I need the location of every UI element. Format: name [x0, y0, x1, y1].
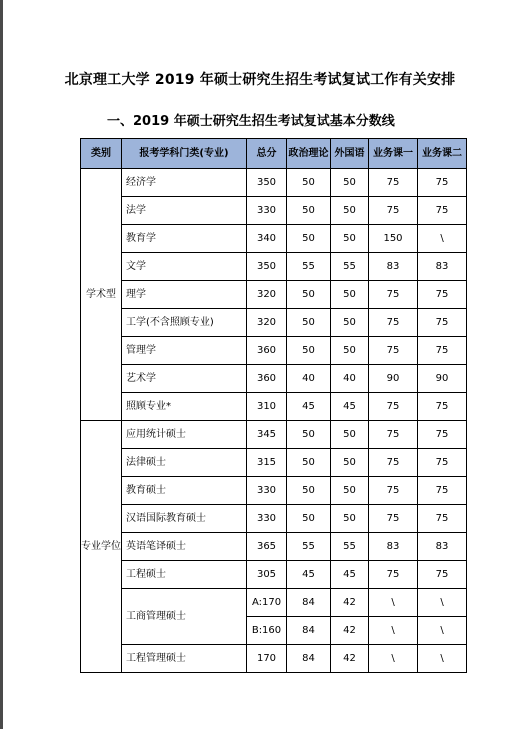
- score-cell: 50: [287, 197, 331, 225]
- subject-cell: 照顾专业*: [122, 393, 247, 421]
- score-cell: 360: [247, 365, 287, 393]
- score-cell: 75: [418, 505, 467, 533]
- section-heading: 一、2019 年硕士研究生招生考试复试基本分数线: [107, 114, 395, 129]
- table-row: [81, 225, 467, 253]
- subject-cell: 教育学: [122, 225, 247, 253]
- score-cell: 75: [369, 505, 418, 533]
- score-cell: 50: [331, 197, 369, 225]
- subject-cell: 工程管理硕士: [122, 645, 247, 673]
- score-cell: 310: [247, 393, 287, 421]
- subject-cell: 教育硕士: [122, 477, 247, 505]
- document-title: 北京理工大学 2019 年硕士研究生招生考试复试工作有关安排: [64, 72, 456, 88]
- table-row: [81, 561, 467, 589]
- score-cell: 45: [331, 393, 369, 421]
- score-cell: 84: [287, 589, 331, 617]
- score-cell: 50: [287, 309, 331, 337]
- score-cell: 42: [331, 617, 369, 645]
- score-cell: B:160: [247, 617, 287, 645]
- subject-cell: 英语笔译硕士: [122, 533, 247, 561]
- score-cell: \: [418, 589, 467, 617]
- score-cell: 40: [331, 365, 369, 393]
- score-cell: 75: [418, 337, 467, 365]
- table-row: [81, 281, 467, 309]
- score-cell: 40: [287, 365, 331, 393]
- table-row: [81, 197, 467, 225]
- header-cell: 政治理论: [287, 139, 331, 169]
- table-row: [81, 589, 467, 617]
- table-row: [81, 393, 467, 421]
- score-cell: 75: [369, 449, 418, 477]
- score-cell: 45: [287, 393, 331, 421]
- category-cell: 学术型: [81, 169, 122, 421]
- score-cell: 50: [287, 477, 331, 505]
- score-cell: \: [418, 617, 467, 645]
- score-cell: 90: [418, 365, 467, 393]
- header-cell: 类别: [81, 139, 122, 169]
- score-cell: \: [369, 617, 418, 645]
- subject-cell: 工程硕士: [122, 561, 247, 589]
- score-cell: 75: [369, 337, 418, 365]
- score-cell: 340: [247, 225, 287, 253]
- score-cell: \: [369, 645, 418, 673]
- score-cell: 50: [287, 225, 331, 253]
- score-cell: 150: [369, 225, 418, 253]
- score-cell: 50: [287, 281, 331, 309]
- score-cell: 45: [287, 561, 331, 589]
- score-cell: 75: [369, 281, 418, 309]
- score-cell: 75: [418, 281, 467, 309]
- score-cell: 75: [418, 169, 467, 197]
- score-cell: 330: [247, 197, 287, 225]
- score-cell: 50: [331, 421, 369, 449]
- score-cell: 42: [331, 645, 369, 673]
- score-cell: \: [369, 589, 418, 617]
- score-cell: 50: [331, 449, 369, 477]
- score-cell: 50: [287, 337, 331, 365]
- score-cell: 75: [418, 561, 467, 589]
- score-cell: 360: [247, 337, 287, 365]
- score-cell: 83: [369, 533, 418, 561]
- score-cell: 83: [418, 533, 467, 561]
- score-cell: 75: [418, 309, 467, 337]
- score-cell: 42: [331, 589, 369, 617]
- score-cell: 75: [369, 309, 418, 337]
- header-cell: 业务课二: [418, 139, 467, 169]
- score-cell: 75: [369, 477, 418, 505]
- category-cell: 专业学位: [81, 421, 122, 673]
- score-cell: 75: [369, 421, 418, 449]
- score-cell: 170: [247, 645, 287, 673]
- score-cell: 75: [418, 197, 467, 225]
- table-row: [81, 505, 467, 533]
- table-row: [81, 309, 467, 337]
- table-row: [81, 253, 467, 281]
- subject-cell: 文学: [122, 253, 247, 281]
- subject-cell: 管理学: [122, 337, 247, 365]
- score-cell: 315: [247, 449, 287, 477]
- score-cell: 50: [331, 225, 369, 253]
- score-cell: 75: [418, 449, 467, 477]
- score-cell: 50: [287, 421, 331, 449]
- score-cell: 50: [331, 281, 369, 309]
- score-cell: 84: [287, 617, 331, 645]
- score-cell: 75: [369, 561, 418, 589]
- table-row: [81, 477, 467, 505]
- score-cell: 330: [247, 505, 287, 533]
- score-cell: 350: [247, 169, 287, 197]
- table-row: [81, 449, 467, 477]
- score-cell: \: [418, 645, 467, 673]
- score-cell: 75: [369, 393, 418, 421]
- subject-cell: 工学(不含照顾专业): [122, 309, 247, 337]
- score-cell: 345: [247, 421, 287, 449]
- score-cell: 50: [331, 477, 369, 505]
- score-cell: 75: [418, 421, 467, 449]
- score-cell: 75: [418, 393, 467, 421]
- score-cell: 320: [247, 281, 287, 309]
- score-cell: 50: [287, 505, 331, 533]
- table-header-row: [81, 139, 467, 169]
- score-cell: 50: [331, 309, 369, 337]
- score-cell: 50: [287, 169, 331, 197]
- score-cell: 50: [287, 449, 331, 477]
- score-cell: 55: [287, 533, 331, 561]
- score-cell: 90: [369, 365, 418, 393]
- score-cell: 83: [418, 253, 467, 281]
- score-cell: 55: [287, 253, 331, 281]
- score-cell: 330: [247, 477, 287, 505]
- score-cell: 75: [369, 169, 418, 197]
- subject-cell: 汉语国际教育硕士: [122, 505, 247, 533]
- score-cell: 50: [331, 505, 369, 533]
- table-row: [81, 365, 467, 393]
- table-row: [81, 645, 467, 673]
- header-cell: 报考学科门类(专业): [122, 139, 247, 169]
- table-row: [81, 169, 467, 197]
- score-cell: 350: [247, 253, 287, 281]
- score-cell: 320: [247, 309, 287, 337]
- table-row: [81, 533, 467, 561]
- score-cell: 75: [418, 477, 467, 505]
- score-table: [80, 138, 467, 673]
- header-cell: 业务课一: [369, 139, 418, 169]
- subject-cell: 法学: [122, 197, 247, 225]
- subject-cell: 艺术学: [122, 365, 247, 393]
- table-row: [81, 421, 467, 449]
- table-row: [81, 337, 467, 365]
- subject-cell: 法律硕士: [122, 449, 247, 477]
- header-cell: 总分: [247, 139, 287, 169]
- score-cell: 55: [331, 533, 369, 561]
- score-cell: 365: [247, 533, 287, 561]
- score-cell: 50: [331, 169, 369, 197]
- score-cell: 84: [287, 645, 331, 673]
- score-cell: 45: [331, 561, 369, 589]
- score-cell: 55: [331, 253, 369, 281]
- score-cell: 75: [369, 197, 418, 225]
- page-left-border: [0, 0, 3, 729]
- subject-cell: 经济学: [122, 169, 247, 197]
- score-cell: A:170: [247, 589, 287, 617]
- score-cell: 83: [369, 253, 418, 281]
- score-cell: 50: [331, 337, 369, 365]
- subject-cell: 工商管理硕士: [122, 589, 247, 645]
- header-cell: 外国语: [331, 139, 369, 169]
- subject-cell: 应用统计硕士: [122, 421, 247, 449]
- score-cell: 305: [247, 561, 287, 589]
- subject-cell: 理学: [122, 281, 247, 309]
- score-cell: \: [418, 225, 467, 253]
